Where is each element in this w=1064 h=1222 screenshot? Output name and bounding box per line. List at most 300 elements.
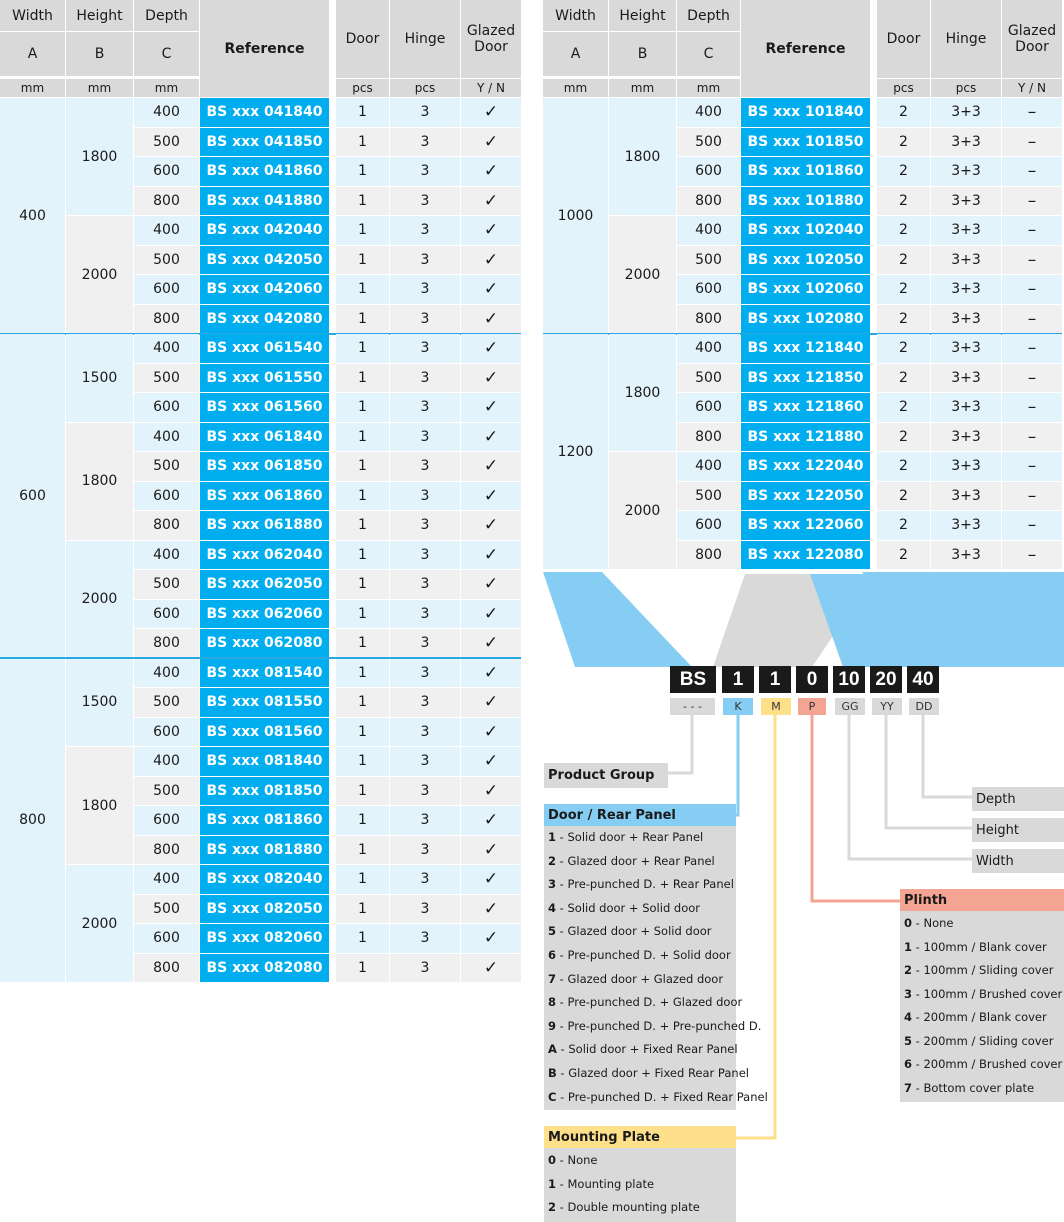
legend-item-key: 4 xyxy=(904,1010,913,1024)
legend-item-text: Solid door + Rear Panel xyxy=(567,830,704,844)
legend-item: 1 - Mounting plate xyxy=(548,1176,655,1191)
depth-cell: 500 xyxy=(134,364,199,393)
hinge-count-cell: 3 xyxy=(390,275,460,304)
header-letter-depth: C xyxy=(677,32,740,76)
header-hinge: Hinge xyxy=(931,0,1001,78)
depth-cell: 800 xyxy=(134,629,199,658)
code-box: 0 xyxy=(796,666,828,693)
glazed-cell: – xyxy=(1002,128,1062,157)
hinge-count-cell: 3 xyxy=(390,688,460,717)
header-letter-height: B xyxy=(66,32,133,76)
code-tag: DD xyxy=(909,698,939,715)
reference-cell: BS xxx 062060 xyxy=(200,600,329,629)
legend-item-key: 5 xyxy=(548,924,557,939)
door-count-cell: 1 xyxy=(336,334,389,363)
legend-item-key: 9 xyxy=(548,1018,557,1033)
hinge-count-cell: 3+3 xyxy=(931,364,1001,393)
legend-item-text: Mounting plate xyxy=(567,1176,655,1191)
legend-item-text: Pre-punched D. + Pre-punched D. xyxy=(567,1018,762,1033)
hinge-count-cell: 3+3 xyxy=(931,482,1001,511)
door-count-cell: 1 xyxy=(336,128,389,157)
door-count-cell: 1 xyxy=(336,187,389,216)
funnel-left xyxy=(543,572,692,667)
glazed-cell: ✓ xyxy=(461,777,521,806)
height-cell: 1800 xyxy=(609,98,676,215)
hinge-count-cell: 3 xyxy=(390,423,460,452)
glazed-cell: ✓ xyxy=(461,865,521,894)
header-reference: Reference xyxy=(741,0,870,97)
legend-item-text: Glazed door + Glazed door xyxy=(567,971,724,986)
header-height: Height xyxy=(609,0,676,31)
reference-cell: BS xxx 102080 xyxy=(741,305,870,334)
header-depth: Depth xyxy=(134,0,199,31)
legend-item-key: 0 xyxy=(904,916,913,930)
reference-cell: BS xxx 061840 xyxy=(200,423,329,452)
header-unit: pcs xyxy=(931,79,1001,97)
reference-cell: BS xxx 101850 xyxy=(741,128,870,157)
reference-cell: BS xxx 121840 xyxy=(741,334,870,363)
door-count-cell: 2 xyxy=(877,393,930,422)
legend-item-key: 6 xyxy=(904,1057,913,1071)
glazed-cell: ✓ xyxy=(461,128,521,157)
door-count-cell: 1 xyxy=(336,157,389,186)
door-count-cell: 2 xyxy=(877,364,930,393)
legend-item-text: None xyxy=(923,916,954,930)
door-count-cell: 1 xyxy=(336,836,389,865)
plinth-legend-title: Plinth xyxy=(900,889,1064,911)
reference-cell: BS xxx 081540 xyxy=(200,659,329,688)
glazed-cell: – xyxy=(1002,452,1062,481)
height-cell: 2000 xyxy=(609,216,676,333)
reference-cell: BS xxx 062040 xyxy=(200,541,329,570)
depth-label: Depth xyxy=(972,787,1064,811)
depth-cell: 500 xyxy=(134,895,199,924)
reference-cell: BS xxx 102060 xyxy=(741,275,870,304)
hinge-count-cell: 3 xyxy=(390,600,460,629)
code-box: 40 xyxy=(907,666,939,693)
hinge-count-cell: 3 xyxy=(390,924,460,953)
header-unit: mm xyxy=(677,79,740,97)
header-unit: Y / N xyxy=(461,79,521,97)
legend-item: 7 - Bottom cover plate xyxy=(904,1080,1035,1095)
depth-cell: 400 xyxy=(134,334,199,363)
glazed-cell: – xyxy=(1002,511,1062,540)
reference-cell: BS xxx 082060 xyxy=(200,924,329,953)
depth-cell: 800 xyxy=(134,305,199,334)
hinge-count-cell: 3 xyxy=(390,659,460,688)
glazed-cell: – xyxy=(1002,334,1062,363)
glazed-cell: – xyxy=(1002,98,1062,127)
hinge-count-cell: 3 xyxy=(390,954,460,983)
depth-cell: 500 xyxy=(134,688,199,717)
reference-cell: BS xxx 101880 xyxy=(741,187,870,216)
hinge-count-cell: 3+3 xyxy=(931,334,1001,363)
hinge-count-cell: 3 xyxy=(390,128,460,157)
glazed-cell: ✓ xyxy=(461,600,521,629)
code-box: 10 xyxy=(833,666,865,693)
glazed-cell: ✓ xyxy=(461,806,521,835)
glazed-cell: – xyxy=(1002,246,1062,275)
header-unit: mm xyxy=(543,79,608,97)
hinge-count-cell: 3 xyxy=(390,246,460,275)
door-count-cell: 2 xyxy=(877,157,930,186)
legend-item: 6 - 200mm / Brushed cover xyxy=(904,1057,1063,1071)
glazed-cell: – xyxy=(1002,305,1062,334)
hinge-count-cell: 3+3 xyxy=(931,157,1001,186)
glazed-cell: ✓ xyxy=(461,423,521,452)
header-letter-depth: C xyxy=(134,32,199,76)
legend-item: 2 - Glazed door + Rear Panel xyxy=(548,853,715,868)
header-door: Door xyxy=(336,0,389,78)
door-count-cell: 2 xyxy=(877,98,930,127)
header-unit: mm xyxy=(66,79,133,97)
reference-cell: BS xxx 061860 xyxy=(200,482,329,511)
hinge-count-cell: 3+3 xyxy=(931,128,1001,157)
depth-cell: 400 xyxy=(134,747,199,776)
legend-item-key: 1 xyxy=(904,939,913,954)
hinge-count-cell: 3 xyxy=(390,541,460,570)
code-tag: GG xyxy=(835,698,865,715)
door-count-cell: 1 xyxy=(336,423,389,452)
legend-item-text: None xyxy=(567,1153,598,1167)
plinth-legend xyxy=(900,889,1064,1102)
reference-cell: BS xxx 081840 xyxy=(200,747,329,776)
door-line xyxy=(735,715,738,815)
reference-cell: BS xxx 122050 xyxy=(741,482,870,511)
width-cell: 400 xyxy=(0,98,65,333)
hinge-count-cell: 3 xyxy=(390,836,460,865)
width-line xyxy=(849,715,972,859)
glazed-cell: ✓ xyxy=(461,216,521,245)
reference-cell: BS xxx 061540 xyxy=(200,334,329,363)
depth-line xyxy=(923,715,972,797)
legend-item-text: 100mm / Sliding cover xyxy=(923,963,1054,977)
depth-cell: 600 xyxy=(677,511,740,540)
door-count-cell: 1 xyxy=(336,954,389,983)
depth-cell: 800 xyxy=(134,954,199,983)
height-cell: 1800 xyxy=(66,747,133,864)
header-door: Door xyxy=(877,0,930,78)
header-width: Width xyxy=(0,0,65,31)
width-cell: 800 xyxy=(0,659,65,983)
legend-item-key: A xyxy=(548,1042,557,1057)
reference-cell: BS xxx 041850 xyxy=(200,128,329,157)
height-cell: 2000 xyxy=(66,216,133,333)
reference-cell: BS xxx 062080 xyxy=(200,629,329,658)
glazed-cell: ✓ xyxy=(461,836,521,865)
door-count-cell: 2 xyxy=(877,128,930,157)
legend-item-text: 200mm / Blank cover xyxy=(923,1010,1047,1024)
hinge-count-cell: 3 xyxy=(390,98,460,127)
legend-item: 6 - Pre-punched D. + Solid door xyxy=(548,948,731,962)
hinge-count-cell: 3 xyxy=(390,305,460,334)
header-unit: mm xyxy=(134,79,199,97)
door-count-cell: 1 xyxy=(336,747,389,776)
reference-cell: BS xxx 042040 xyxy=(200,216,329,245)
depth-cell: 500 xyxy=(134,128,199,157)
door-count-cell: 1 xyxy=(336,393,389,422)
header-letter-width: A xyxy=(543,32,608,76)
code-tag: M xyxy=(761,698,791,715)
width-cell: 1000 xyxy=(543,98,608,333)
depth-cell: 400 xyxy=(134,98,199,127)
legend-item: 1 - Solid door + Rear Panel xyxy=(548,830,704,844)
door-count-cell: 1 xyxy=(336,777,389,806)
depth-cell: 400 xyxy=(134,216,199,245)
hinge-count-cell: 3+3 xyxy=(931,452,1001,481)
legend-item: 3 - Pre-punched D. + Rear Panel xyxy=(548,877,734,892)
hinge-count-cell: 3 xyxy=(390,452,460,481)
hinge-count-cell: 3 xyxy=(390,629,460,658)
legend-item: 2 - 100mm / Sliding cover xyxy=(904,963,1054,977)
hinge-count-cell: 3+3 xyxy=(931,246,1001,275)
glazed-cell: ✓ xyxy=(461,334,521,363)
door-rear-panel-legend xyxy=(544,804,768,1110)
door-count-cell: 1 xyxy=(336,305,389,334)
depth-cell: 600 xyxy=(134,482,199,511)
hinge-count-cell: 3+3 xyxy=(931,275,1001,304)
glazed-cell: ✓ xyxy=(461,305,521,334)
door-count-cell: 2 xyxy=(877,246,930,275)
reference-cell: BS xxx 122060 xyxy=(741,511,870,540)
glazed-cell: ✓ xyxy=(461,452,521,481)
legend-item-key: 2 xyxy=(904,963,913,977)
depth-cell: 800 xyxy=(677,187,740,216)
reference-cell: BS xxx 061560 xyxy=(200,393,329,422)
header-unit: pcs xyxy=(390,79,460,97)
reference-cell: BS xxx 061880 xyxy=(200,511,329,540)
depth-cell: 400 xyxy=(134,423,199,452)
depth-cell: 600 xyxy=(134,806,199,835)
hinge-count-cell: 3+3 xyxy=(931,541,1001,570)
depth-cell: 600 xyxy=(134,924,199,953)
legend-item-key: 2 xyxy=(548,853,557,868)
legend-item: 8 - Pre-punched D. + Glazed door xyxy=(548,995,743,1010)
glazed-cell: ✓ xyxy=(461,511,521,540)
hinge-count-cell: 3 xyxy=(390,511,460,540)
hinge-count-cell: 3 xyxy=(390,747,460,776)
hinge-count-cell: 3 xyxy=(390,865,460,894)
legend-item: A - Solid door + Fixed Rear Panel xyxy=(548,1042,738,1057)
height-cell: 1800 xyxy=(609,334,676,451)
hinge-count-cell: 3 xyxy=(390,157,460,186)
legend-item: 4 - 200mm / Blank cover xyxy=(904,1010,1047,1024)
height-label: Height xyxy=(972,818,1064,842)
door-count-cell: 2 xyxy=(877,305,930,334)
header-unit: pcs xyxy=(336,79,389,97)
door-count-cell: 1 xyxy=(336,895,389,924)
hinge-count-cell: 3 xyxy=(390,393,460,422)
legend-item-key: 3 xyxy=(904,986,913,1001)
door-count-cell: 2 xyxy=(877,334,930,363)
header-glazed: Glazed Door xyxy=(1002,0,1062,78)
glazed-cell: – xyxy=(1002,364,1062,393)
height-cell: 2000 xyxy=(66,865,133,982)
legend-item-text: Solid door + Solid door xyxy=(567,900,700,915)
product-group-line xyxy=(668,715,692,773)
door-legend-title: Door / Rear Panel xyxy=(544,804,736,826)
depth-cell: 500 xyxy=(677,128,740,157)
reference-cell: BS xxx 042080 xyxy=(200,305,329,334)
hinge-count-cell: 3+3 xyxy=(931,98,1001,127)
glazed-cell: ✓ xyxy=(461,364,521,393)
hinge-count-cell: 3 xyxy=(390,718,460,747)
legend-item-text: Pre-punched D. + Fixed Rear Panel xyxy=(567,1089,768,1104)
hinge-count-cell: 3 xyxy=(390,895,460,924)
legend-item-key: 0 xyxy=(548,1153,557,1167)
door-count-cell: 2 xyxy=(877,275,930,304)
reference-cell: BS xxx 122040 xyxy=(741,452,870,481)
hinge-count-cell: 3 xyxy=(390,482,460,511)
legend-item: B - Glazed door + Fixed Rear Panel xyxy=(548,1066,749,1080)
depth-cell: 400 xyxy=(677,334,740,363)
code-tag: P xyxy=(798,698,826,715)
legend-item-text: Pre-punched D. + Glazed door xyxy=(567,995,743,1010)
legend-item: 0 - None xyxy=(904,916,954,930)
mounting-plate-legend xyxy=(544,1126,736,1222)
glazed-cell: ✓ xyxy=(461,275,521,304)
glazed-cell: ✓ xyxy=(461,747,521,776)
door-count-cell: 1 xyxy=(336,452,389,481)
door-count-cell: 1 xyxy=(336,718,389,747)
depth-cell: 800 xyxy=(677,423,740,452)
header-hinge: Hinge xyxy=(390,0,460,78)
reference-cell: BS xxx 121850 xyxy=(741,364,870,393)
reference-cell: BS xxx 101840 xyxy=(741,98,870,127)
height-cell: 1500 xyxy=(66,334,133,422)
depth-cell: 500 xyxy=(677,246,740,275)
depth-cell: 400 xyxy=(677,98,740,127)
depth-cell: 600 xyxy=(134,275,199,304)
legend-item-key: 8 xyxy=(548,995,557,1010)
door-count-cell: 1 xyxy=(336,865,389,894)
depth-cell: 400 xyxy=(134,541,199,570)
legend-item-key: 4 xyxy=(548,900,557,915)
legend-item: 1 - 100mm / Blank cover xyxy=(904,939,1047,954)
door-count-cell: 1 xyxy=(336,541,389,570)
header-depth: Depth xyxy=(677,0,740,31)
depth-cell: 500 xyxy=(134,246,199,275)
hinge-count-cell: 3+3 xyxy=(931,187,1001,216)
depth-cell: 500 xyxy=(677,364,740,393)
depth-cell: 800 xyxy=(134,187,199,216)
depth-cell: 400 xyxy=(134,865,199,894)
reference-cell: BS xxx 102040 xyxy=(741,216,870,245)
depth-cell: 600 xyxy=(677,275,740,304)
depth-cell: 500 xyxy=(134,777,199,806)
legend-item: 3 - 100mm / Brushed cover xyxy=(904,986,1063,1001)
header-unit: Y / N xyxy=(1002,79,1062,97)
legend-item: 4 - Solid door + Solid door xyxy=(548,900,700,915)
reference-cell: BS xxx 081550 xyxy=(200,688,329,717)
glazed-cell: ✓ xyxy=(461,924,521,953)
hinge-count-cell: 3+3 xyxy=(931,305,1001,334)
hinge-count-cell: 3+3 xyxy=(931,511,1001,540)
glazed-cell: ✓ xyxy=(461,541,521,570)
header-unit: mm xyxy=(0,79,65,97)
depth-cell: 600 xyxy=(677,157,740,186)
reference-cell: BS xxx 102050 xyxy=(741,246,870,275)
code-tag: K xyxy=(723,698,753,715)
legend-item-key: C xyxy=(548,1089,557,1104)
legend-item-key: 3 xyxy=(548,877,557,892)
header-width: Width xyxy=(543,0,608,31)
header-letter-height: B xyxy=(609,32,676,76)
reference-cell: BS xxx 042050 xyxy=(200,246,329,275)
glazed-cell: – xyxy=(1002,423,1062,452)
door-count-cell: 1 xyxy=(336,511,389,540)
glazed-cell: – xyxy=(1002,541,1062,570)
width-cell: 1200 xyxy=(543,334,608,569)
depth-cell: 400 xyxy=(134,659,199,688)
door-count-cell: 2 xyxy=(877,541,930,570)
product-group-label: Product Group xyxy=(544,763,668,788)
door-count-cell: 1 xyxy=(336,482,389,511)
reference-cell: BS xxx 041860 xyxy=(200,157,329,186)
glazed-cell: ✓ xyxy=(461,393,521,422)
legend-item-text: Glazed door + Solid door xyxy=(567,924,712,939)
legend-item-key: 5 xyxy=(904,1033,913,1048)
legend-item-text: Double mounting plate xyxy=(567,1200,700,1214)
door-count-cell: 1 xyxy=(336,98,389,127)
reference-cell: BS xxx 121880 xyxy=(741,423,870,452)
glazed-cell: ✓ xyxy=(461,482,521,511)
depth-cell: 400 xyxy=(677,452,740,481)
depth-cell: 600 xyxy=(134,157,199,186)
legend-item: 5 - 200mm / Sliding cover xyxy=(904,1033,1054,1048)
glazed-cell: ✓ xyxy=(461,629,521,658)
legend-item: 5 - Glazed door + Solid door xyxy=(548,924,712,939)
door-count-cell: 1 xyxy=(336,659,389,688)
depth-cell: 600 xyxy=(134,393,199,422)
reference-cell: BS xxx 101860 xyxy=(741,157,870,186)
door-count-cell: 2 xyxy=(877,216,930,245)
header-unit: mm xyxy=(609,79,676,97)
reference-cell: BS xxx 081860 xyxy=(200,806,329,835)
reference-cell: BS xxx 121860 xyxy=(741,393,870,422)
legend-item-key: 7 xyxy=(548,971,557,986)
door-count-cell: 1 xyxy=(336,216,389,245)
reference-cell: BS xxx 061850 xyxy=(200,452,329,481)
glazed-cell: – xyxy=(1002,275,1062,304)
header-height: Height xyxy=(66,0,133,31)
code-box: 1 xyxy=(722,666,754,693)
glazed-cell: ✓ xyxy=(461,246,521,275)
legend-item-text: 200mm / Sliding cover xyxy=(923,1033,1054,1048)
height-cell: 1800 xyxy=(66,98,133,215)
glazed-cell: ✓ xyxy=(461,718,521,747)
legend-item: 7 - Glazed door + Glazed door xyxy=(548,971,724,986)
reference-cell: BS xxx 082050 xyxy=(200,895,329,924)
depth-cell: 800 xyxy=(677,541,740,570)
door-count-cell: 1 xyxy=(336,688,389,717)
hinge-count-cell: 3+3 xyxy=(931,393,1001,422)
glazed-cell: ✓ xyxy=(461,895,521,924)
legend-item-text: 100mm / Brushed cover xyxy=(923,986,1063,1001)
door-count-cell: 2 xyxy=(877,452,930,481)
glazed-cell: – xyxy=(1002,216,1062,245)
depth-cell: 600 xyxy=(134,600,199,629)
glazed-cell: – xyxy=(1002,482,1062,511)
height-cell: 1500 xyxy=(66,659,133,747)
glazed-cell: – xyxy=(1002,393,1062,422)
header-glazed: Glazed Door xyxy=(461,0,521,78)
glazed-cell: ✓ xyxy=(461,954,521,983)
reference-cell: BS xxx 061550 xyxy=(200,364,329,393)
hinge-count-cell: 3 xyxy=(390,364,460,393)
hinge-count-cell: 3 xyxy=(390,216,460,245)
legend-item-text: 200mm / Brushed cover xyxy=(923,1057,1063,1071)
